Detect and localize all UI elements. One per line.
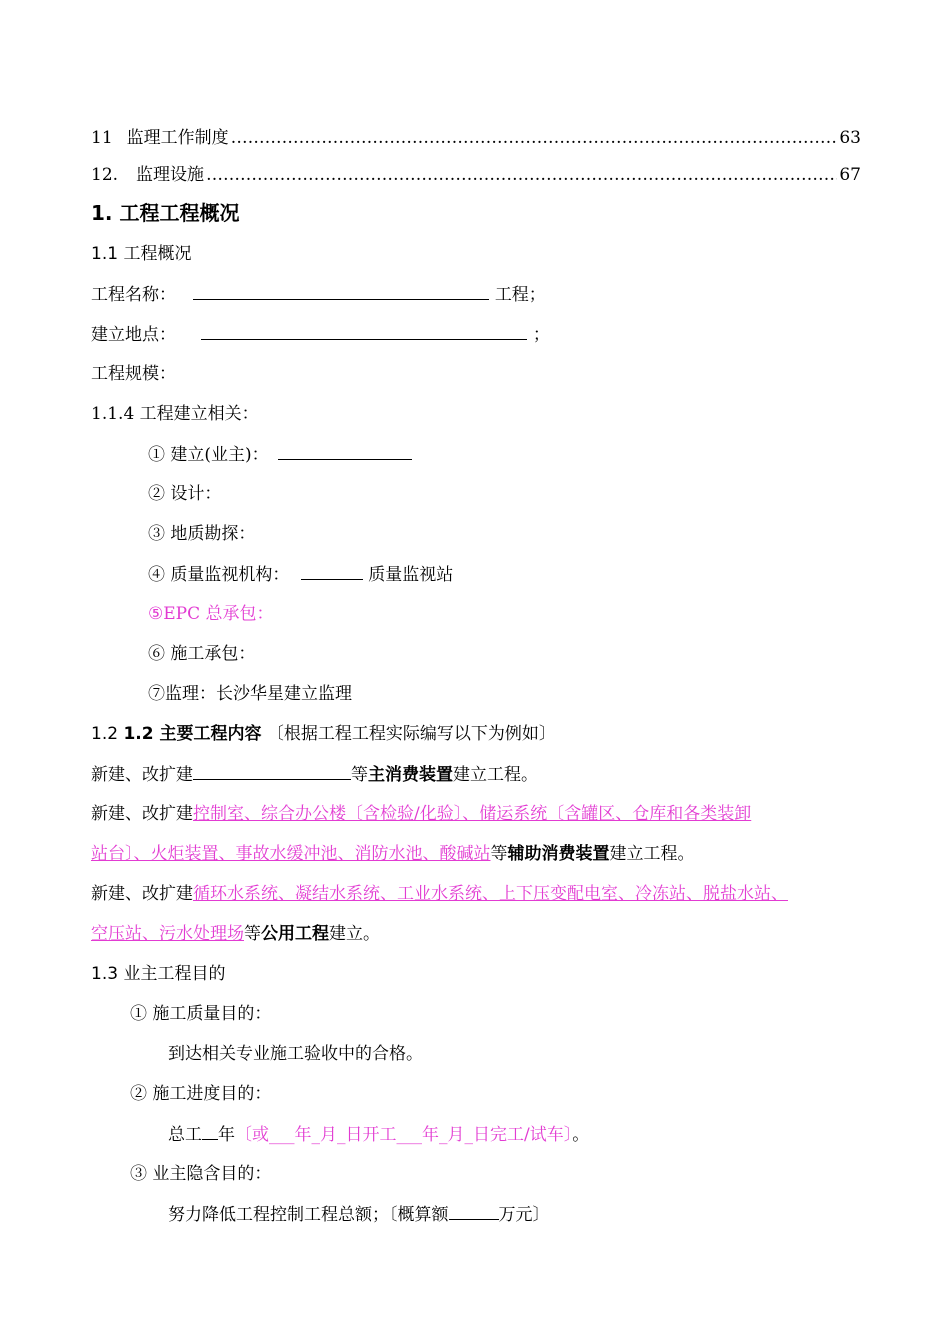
heading-1-2-title: 1.2 1.2 主要工程内容 xyxy=(91,724,262,744)
goal-schedule: ② 施工进度目的： xyxy=(130,1084,272,1104)
text-utility: 公用工程 xyxy=(261,924,329,944)
years-blank[interactable] xyxy=(202,1123,218,1140)
party-owner-blank[interactable] xyxy=(278,443,412,460)
location-row xyxy=(91,323,550,347)
text-prefix: 新建、改扩建 xyxy=(91,884,193,904)
party-owner: ① 建立(业主)： xyxy=(148,445,269,465)
toc-leader xyxy=(206,164,837,186)
location-blank[interactable] xyxy=(201,323,527,340)
schedule-dates: 〔或___年_月_日开工___年_月_日完工/试车〕 xyxy=(235,1125,573,1145)
text-aux-unit: 辅助消费装置 xyxy=(507,844,610,864)
party-owner-row xyxy=(148,443,412,467)
toc-number: 12. xyxy=(91,165,119,185)
project-name-blank[interactable] xyxy=(193,283,489,300)
party-survey: ③ 地质勘探： xyxy=(148,524,256,544)
party-construction: ⑥ 施工承包： xyxy=(148,644,256,664)
budget-blank[interactable] xyxy=(449,1203,499,1220)
text-main-unit: 主消费装置 xyxy=(368,765,453,785)
party-quality-blank[interactable] xyxy=(301,563,363,580)
content-paragraph-aux-line2 xyxy=(91,843,695,867)
party-supervision: ⑦监理：长沙华星建立监理 xyxy=(148,684,352,704)
party-epc: ⑤EPC 总承包： xyxy=(148,604,274,624)
scale-label: 工程规模： xyxy=(91,364,176,384)
content-paragraph-utility-line2 xyxy=(91,923,380,947)
toc-title: 监理工作制度 xyxy=(126,128,229,148)
text-suffix: 建立。 xyxy=(329,924,380,944)
toc-entry-11[interactable] xyxy=(91,127,861,149)
location-label: 建立地点： xyxy=(91,325,176,345)
goal-quality-text: 到达相关专业施工验收中的合格。 xyxy=(168,1044,423,1064)
main-unit-blank[interactable] xyxy=(193,763,351,780)
goal-implicit: ③ 业主隐含目的： xyxy=(130,1164,272,1184)
text-suffix: 建立工程。 xyxy=(453,765,538,785)
section-heading-1: 1. 工程工程概况 xyxy=(91,201,240,225)
utility-list-2: 空压站、污水处理场 xyxy=(91,924,244,944)
text-period: 。 xyxy=(572,1125,590,1145)
project-name-suffix: 工程； xyxy=(494,285,546,305)
utility-list-1: 循环水系统、凝结水系统、工业水系统、上下压变配电室、冷冻站、脱盐水站、 xyxy=(193,884,788,904)
aux-units-list-1: 控制室、综合办公楼〔含检验/化验〕、储运系统〔含罐区、仓库和各类装卸 xyxy=(193,804,752,824)
toc-title: 监理设施 xyxy=(136,165,205,185)
party-quality: ④ 质量监视机构： xyxy=(148,565,290,585)
text-total: 总工 xyxy=(168,1125,202,1145)
subsection-heading-1-2 xyxy=(91,723,556,747)
toc-leader xyxy=(231,127,838,149)
toc-page: 63 xyxy=(839,128,861,148)
subsection-heading-1-1: 1.1 工程概况 xyxy=(91,244,192,264)
text-prefix: 新建、改扩建 xyxy=(91,804,193,824)
toc-entry-12[interactable] xyxy=(91,164,861,186)
toc-number: 11 xyxy=(91,128,113,148)
subsection-heading-1-1-4: 1.1.4 工程建立相关： xyxy=(91,404,259,424)
text-prefix: 新建、改扩建 xyxy=(91,765,193,785)
location-suffix: ； xyxy=(532,325,550,345)
party-quality-suffix: 质量监视站 xyxy=(368,565,454,585)
project-name-row xyxy=(91,283,546,307)
party-quality-row xyxy=(148,563,453,587)
content-paragraph-aux-line1 xyxy=(91,803,751,827)
toc-page: 67 xyxy=(839,165,861,185)
text-deng: 等 xyxy=(490,844,508,864)
text-year: 年 xyxy=(218,1125,235,1145)
text-deng: 等 xyxy=(351,765,368,785)
aux-units-list-2: 站台〕、火炬装置、事故水缓冲池、消防水池、酸碱站 xyxy=(91,844,491,864)
text-budget: 努力降低工程控制工程总额；〔概算额 xyxy=(168,1205,449,1225)
party-design: ② 设计： xyxy=(148,484,222,504)
goal-implicit-text xyxy=(168,1203,550,1227)
subsection-heading-1-3: 1.3 业主工程目的 xyxy=(91,964,226,984)
text-suffix: 建立工程。 xyxy=(609,844,695,864)
heading-1-2-note: 〔根据工程工程实际编写以下为例如〕 xyxy=(266,724,556,744)
content-paragraph-main xyxy=(91,763,538,787)
project-name-label: 工程名称： xyxy=(91,285,176,305)
goal-quality: ① 施工质量目的： xyxy=(130,1004,272,1024)
content-paragraph-utility-line1 xyxy=(91,883,788,907)
text-unit: 万元〕 xyxy=(498,1205,550,1225)
goal-schedule-text xyxy=(168,1123,589,1147)
text-deng: 等 xyxy=(244,924,261,944)
